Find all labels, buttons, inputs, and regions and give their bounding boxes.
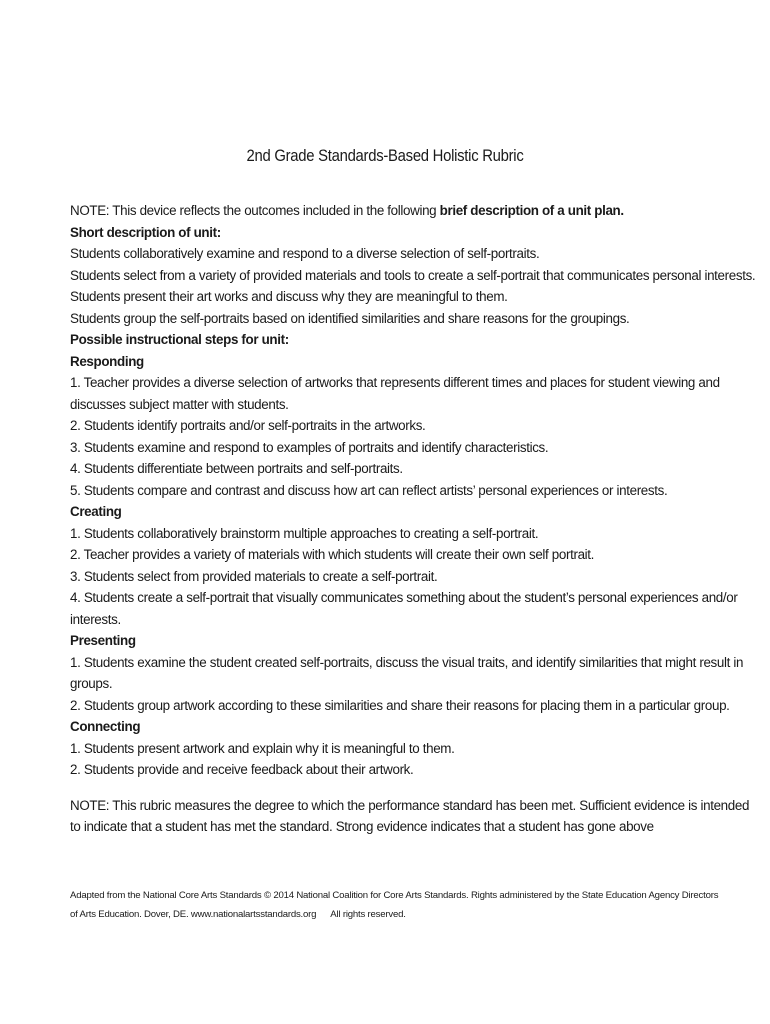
section-spacer <box>70 781 760 795</box>
short-description-heading: Short description of unit: <box>70 224 221 240</box>
footer-line <box>70 906 730 925</box>
short-description-line: Students select from a variety of provided materials and tools to create a self-portrait that communicates personal interests. <box>70 267 756 283</box>
connecting-heading: Connecting <box>70 719 141 734</box>
presenting-step: 2. Students group artwork according to these similarities and share their reasons for placing them in a particular group. <box>70 697 730 713</box>
responding-step: 1. Teacher provides a diverse selection of artworks that represents different times and places for student viewing and discusses subject matter with students. <box>70 375 720 412</box>
creating-step: 4. Students create a self-portrait that visually communicates something about the student’s personal experiences and/or interests. <box>70 590 738 627</box>
footer-rights: All rights reserved. <box>330 908 406 920</box>
creating-step: 3. Students select from provided materials to create a self-portrait. <box>70 568 438 584</box>
footer-line: Adapted from the National Core Arts Standards © 2014 National Coalition for Core Arts Standards. Rights administered by the State Education Agency Directors <box>70 890 719 901</box>
note-intro-bold: brief description of a unit plan. <box>439 203 624 218</box>
rubric-note: NOTE: This rubric measures the degree to which the performance standard has been met. Sufficient evidence is intended to indicate that a student has met the standard. Strong evidence indicates that a student has gone above <box>70 797 750 834</box>
footer-website: of Arts Education. Dover, DE. www.nationalartsstandards.org <box>70 908 317 920</box>
note-intro <box>70 200 760 222</box>
presenting-heading: Presenting <box>70 633 136 648</box>
short-description-line: Students group the self-portraits based on identified similarities and share reasons for the groupings. <box>70 310 630 326</box>
responding-step: 5. Students compare and contrast and discuss how art can reflect artists’ personal experiences or interests. <box>70 482 668 498</box>
document-title: 2nd Grade Standards-Based Holistic Rubric <box>246 147 524 165</box>
note-intro-text: NOTE: This device reflects the outcomes included in the following <box>70 203 440 218</box>
connecting-step: 2. Students provide and receive feedback about their artwork. <box>70 762 414 777</box>
presenting-step: 1. Students examine the student created self-portraits, discuss the visual traits, and identify similarities that might result in groups. <box>70 654 744 691</box>
creating-step: 2. Teacher provides a variety of materials with which students will create their own self portrait. <box>70 547 595 562</box>
responding-step: 4. Students differentiate between portraits and self-portraits. <box>70 461 403 476</box>
short-description-line: Students present their art works and discuss why they are meaningful to them. <box>70 289 508 304</box>
connecting-step: 1. Students present artwork and explain why it is meaningful to them. <box>70 740 455 756</box>
responding-step: 2. Students identify portraits and/or self-portraits in the artworks. <box>70 418 426 433</box>
short-description-line: Students collaboratively examine and respond to a diverse selection of self-portraits. <box>70 246 540 261</box>
creating-heading: Creating <box>70 504 122 519</box>
document-body <box>70 200 760 838</box>
responding-step: 3. Students examine and respond to examples of portraits and identify characteristics. <box>70 439 549 455</box>
responding-heading: Responding <box>70 353 144 369</box>
creating-step: 1. Students collaboratively brainstorm multiple approaches to creating a self-portrait. <box>70 525 539 541</box>
instructional-steps-heading: Possible instructional steps for unit: <box>70 332 289 347</box>
footer-citation <box>70 887 730 924</box>
